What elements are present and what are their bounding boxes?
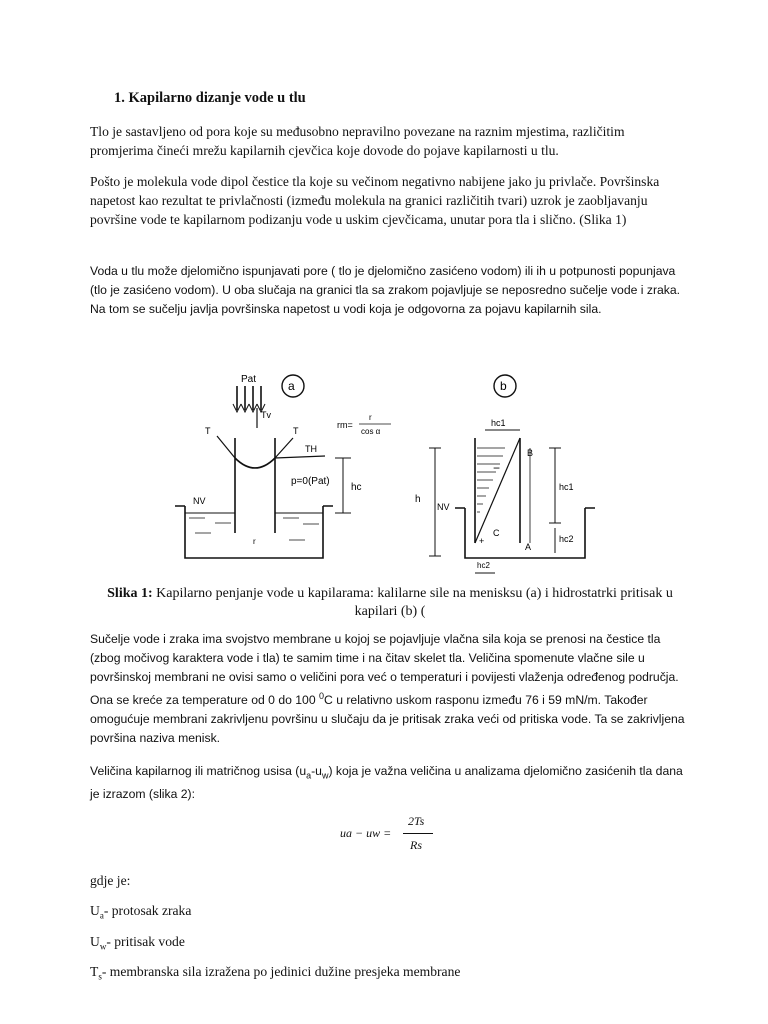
container-a: [185, 506, 323, 558]
caption-text: Kapilarno penjanje vode u kapilarama: kalilarne sile na menisksu (a) i hidrostatrki pritisak u kapilari (b) (: [152, 586, 673, 619]
ua-symbol: U: [90, 903, 100, 918]
paragraph-suction: [90, 762, 690, 804]
suction-text-b: ) koja je važna veličina u analizama djelomično zasićenih tla dana je izrazom (slika 2):: [90, 764, 683, 802]
formula-lhs: ua − uw =: [340, 826, 392, 840]
nv-label-b: NV: [437, 502, 450, 512]
formula-denominator: Rs: [410, 838, 422, 852]
section-heading: 1. Kapilarno dizanje vode u tlu: [114, 90, 306, 106]
point-c-label: C: [493, 528, 500, 538]
figure-a-label: a: [288, 379, 295, 393]
hc1-label: hc1: [559, 482, 574, 492]
ua-subscript: a: [99, 910, 104, 921]
tv-label: Tv: [261, 410, 271, 420]
ts-symbol: T: [90, 964, 99, 979]
uw-text: - pritisak vode: [106, 934, 185, 949]
suction-sub-w: w: [321, 770, 329, 781]
ts-text: - membranska sila izražena po jedinici dužine presjeka membrane: [101, 964, 461, 979]
minus-sign: −: [493, 461, 501, 475]
definitions-intro: gdje je:: [90, 873, 131, 888]
uw-subscript: w: [99, 941, 107, 952]
ts-subscript: s: [98, 971, 102, 982]
meniscus-a: [235, 458, 275, 468]
paragraph-water-in-soil: Voda u tlu može djelomično ispunjavati pore ( tlo je djelomično zasićeno vodom) ili ih u potpunosti popunjava (tlo je zasićeno vodom). U oba slučaja na granici tla sa zrakom pojavljuje se neposredno sučelje vode i zraka. Na tom se sučelju javlja površinska napetost u vodi koja je odgovorna za pojavu kapilarnih sila.: [90, 264, 681, 316]
rm-denominator: cos α: [361, 427, 381, 436]
suction-sub-a: a: [306, 770, 312, 781]
caption-label: Slika 1:: [107, 586, 153, 601]
definition-ts: [90, 964, 460, 982]
th-label: TH: [305, 444, 317, 454]
rm-numerator: r: [369, 413, 372, 422]
ua-text: - protosak zraka: [103, 903, 192, 918]
pat-label: Pat: [241, 374, 257, 385]
figure-caption: [90, 585, 690, 621]
figure-b-label: b: [500, 379, 507, 393]
t-left-label: T: [205, 426, 211, 436]
r-label: r: [253, 537, 256, 546]
rm-label: rm=: [337, 420, 353, 430]
uw-symbol: U: [90, 934, 100, 949]
definition-uw: [90, 934, 185, 952]
hc2-bottom-label: hc2: [477, 561, 490, 570]
hc-label: hc: [351, 482, 362, 493]
point-b-label: B: [527, 448, 534, 458]
formula-numerator: 2Ts: [408, 814, 425, 828]
suction-text-a: Veličina kapilarnog ili matričnog usisa (u: [90, 764, 307, 778]
membrane-text-a: Sučelje vode i zraka ima svojstvo membrane u kojoj se pojavljuje vlačna sila koja se prenosi na čestice tla (zbog močivog karaktera vode i tla) te samim time i na čitav skelet tla. Veličina spomenute vlačne sile u površinskoj membrani ne ovisi samo o veličini pora već o temperaturi i povijesti vlaženja određenog područja. Ona se kreće za temperature od 0 do 100: [90, 632, 679, 708]
paragraph-intro: Tlo je sastavljeno od pora koje su međusobno nepravilno povezane na raznim mjestima, različitim promjerima čineći mrežu kapilarnih cjevčica koje dovode do pojave kapilarnosti u tlu.: [90, 124, 625, 158]
h-label: h: [415, 494, 421, 505]
p-zero-label: p=0(Pat): [291, 476, 330, 487]
nv-label-a: NV: [193, 496, 206, 506]
definition-ua: [90, 903, 191, 921]
t-right-label: T: [293, 426, 299, 436]
hc1-top-label: hc1: [491, 418, 506, 428]
point-a-label: A: [525, 542, 532, 552]
capillary-tube-a: [235, 438, 275, 533]
plus-sign: +: [479, 536, 485, 546]
capillary-figure: [175, 368, 605, 578]
paragraph-dipole: Pošto je molekula vode dipol čestice tla koje su večinom negativno nabijene jako ju privlače. Površinska napetost kao rezultat te privlačnosti (između molekula na granici različitih tvari) uzrok je zaobljavanju površine vode te kapilarnom podizanju vode u uskim cjevčicama, unutar pora tla i slično. (Slika 1): [90, 174, 660, 227]
suction-formula: [340, 812, 440, 856]
hc2-label: hc2: [559, 534, 574, 544]
paragraph-membrane: [90, 630, 690, 748]
degree-superscript: 0: [319, 691, 325, 701]
formula-fraction-bar: [403, 833, 433, 834]
membrane-text-b: C u relativno uskom rasponu između 76 i 59 mN/m. Također omogućuje membrani zakrivljenu površinu u slučaju da je pritisak zraka veći od pritiska vode. Ta se zakrivljena površina naziva menisk.: [90, 693, 685, 746]
suction-mid: -u: [311, 764, 322, 778]
